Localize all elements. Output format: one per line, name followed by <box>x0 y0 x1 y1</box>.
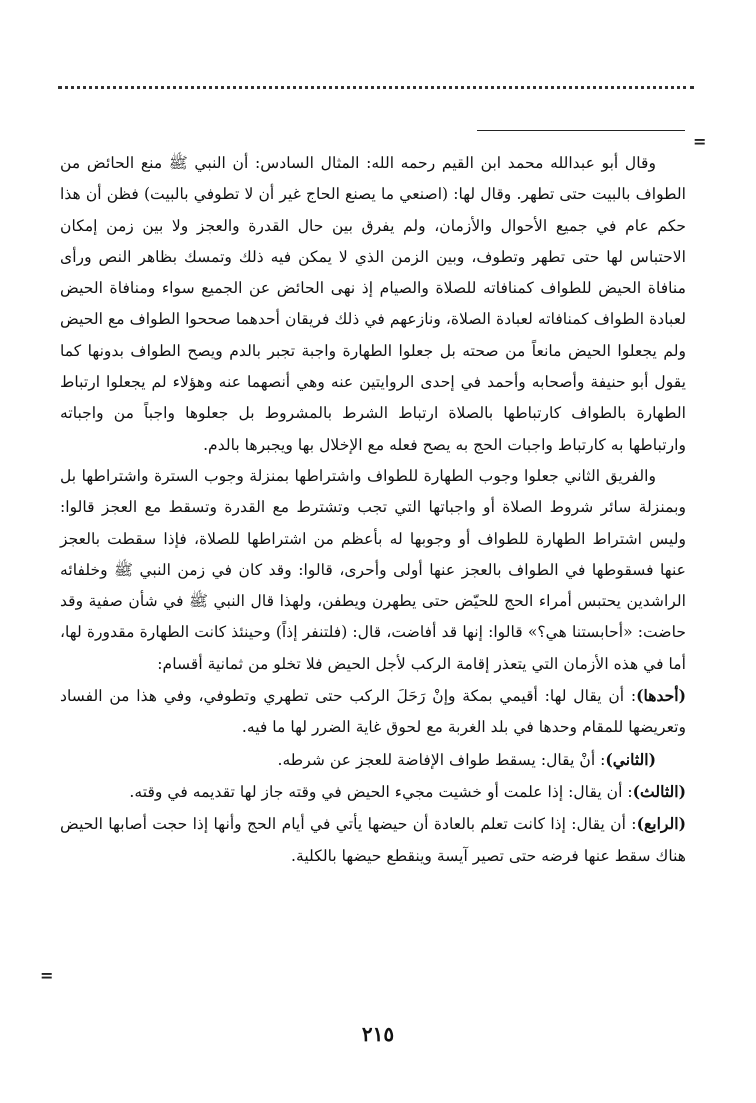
case-text: : أن يقال لها: أقيمي بمكة وإنْ رَحَلَ الركب حتى تطهري وتطوفي، وفي هذا من الفساد وتعريضها للمقام وحدها في بلد الغربة مع لحوق غاية الضرر لها ما فيه. <box>60 687 686 737</box>
case-label: (الثاني) <box>605 749 656 769</box>
top-continuation-mark: = <box>693 132 707 151</box>
paragraph-1-text: وقال أبو عبدالله محمد ابن القيم رحمه الله: المثال السادس: أن النبي ﷺ منع الحائض من الطواف بالبيت حتى تطهر. وقال لها: (اصنعي ما يصنع الحاج غير أن لا تطوفي بالبيت) فظن أن هذا حكم عام في جميع الأحوال والأزمان، ولم يفرق بين حال القدرة والعجز ولا بين زمن إمكان الاحتباس لها حتى تطهر وتطوف، وبين الزمن الذي لا يمكن فيه ذلك وتمسك بظاهر النص ورأى منافاة الحيض للطواف كمنافاته للصلاة والصيام إذ نهى الحائض عن الجميع سواء ومنافاة الحيض لعبادة الطواف كمنافاته لعبادة الصلاة، ونازعهم في ذلك فريقان أحدهما صححوا الطواف مع الحيض ولم يجعلوا الحيض مانعاً من صحته بل جعلوا الطهارة واجبة تجبر بالدم ويصح الطواف بدونها كما يقول أبو حنيفة وأصحابه وأحمد في إحدى الروايتين عنه وهي أنصهما عنه وهؤلاء لم يجعلوا ارتباط الطهارة بالطواف كارتباطها بالصلاة ارتباط الشرط بالمشروط بل جعلوها واجباً من واجباته وارتباطها به كارتباط واجبات الحج به يصح فعله مع الإخلال بها ويجبرها بالدم. <box>60 154 686 454</box>
case-item <box>60 680 686 744</box>
paragraph-2-text: والفريق الثاني جعلوا وجوب الطهارة للطواف واشتراطها بمنزلة وجوب السترة واشتراطها بل وبمنزلة سائر شروط الصلاة أو واجباتها التي تجب وتشترط مع القدرة وتسقط مع العجز قالوا: وليس اشتراط الطهارة للطواف أو وجوبها له بأعظم من اشتراطها للصلاة، فإذا سقطت بالعجز عنها فسقوطها في الطواف بالعجز عنها أولى وأحرى، قالوا: وقد كان في زمن النبي ﷺ وخلفائه الراشدين يحتبس أمراء الحج للحيّض حتى يطهرن ويطفن، ولهذا قال النبي ﷺ في شأن صفية وقد حاضت: «أحابستنا هي؟» قالوا: إنها قد أفاضت، قال: (فلتنفر إذاً) وحينئذ كانت الطهارة مقدورة لها، أما في هذه الأزمان التي يتعذر إقامة الركب لأجل الحيض فلا تخلو من ثمانية أقسام: <box>60 466 686 673</box>
case-item <box>60 776 686 808</box>
case-item <box>60 808 686 872</box>
case-text: : أن يقال: إذا كانت تعلم بالعادة أن حيضها يأتي في أيام الحج وأنها إذا حجت أصابها الحيض هناك سقط عنها فرضه حتى تصير آيسة وينقطع حيضها بالكلية. <box>60 815 686 865</box>
page-number: ٢١٥ <box>361 1022 395 1046</box>
paragraph-2 <box>60 461 686 680</box>
case-item <box>60 744 686 776</box>
bottom-continuation-mark: = <box>40 966 54 985</box>
case-text: : أن يقال: إذا علمت أو خشيت مجيء الحيض في وقته جاز لها تقديمه في وقته. <box>129 782 633 801</box>
case-label: (الرابع) <box>636 814 686 834</box>
paragraph-1 <box>60 148 686 461</box>
dotted-separator <box>58 86 694 89</box>
case-label: (الثالث) <box>632 781 686 801</box>
body-text <box>60 148 686 872</box>
case-label: (أحدها) <box>636 686 686 706</box>
section-rule <box>477 130 685 131</box>
case-text: : أنْ يقال: يسقط طواف الإفاضة للعجز عن شرطه. <box>277 750 606 769</box>
